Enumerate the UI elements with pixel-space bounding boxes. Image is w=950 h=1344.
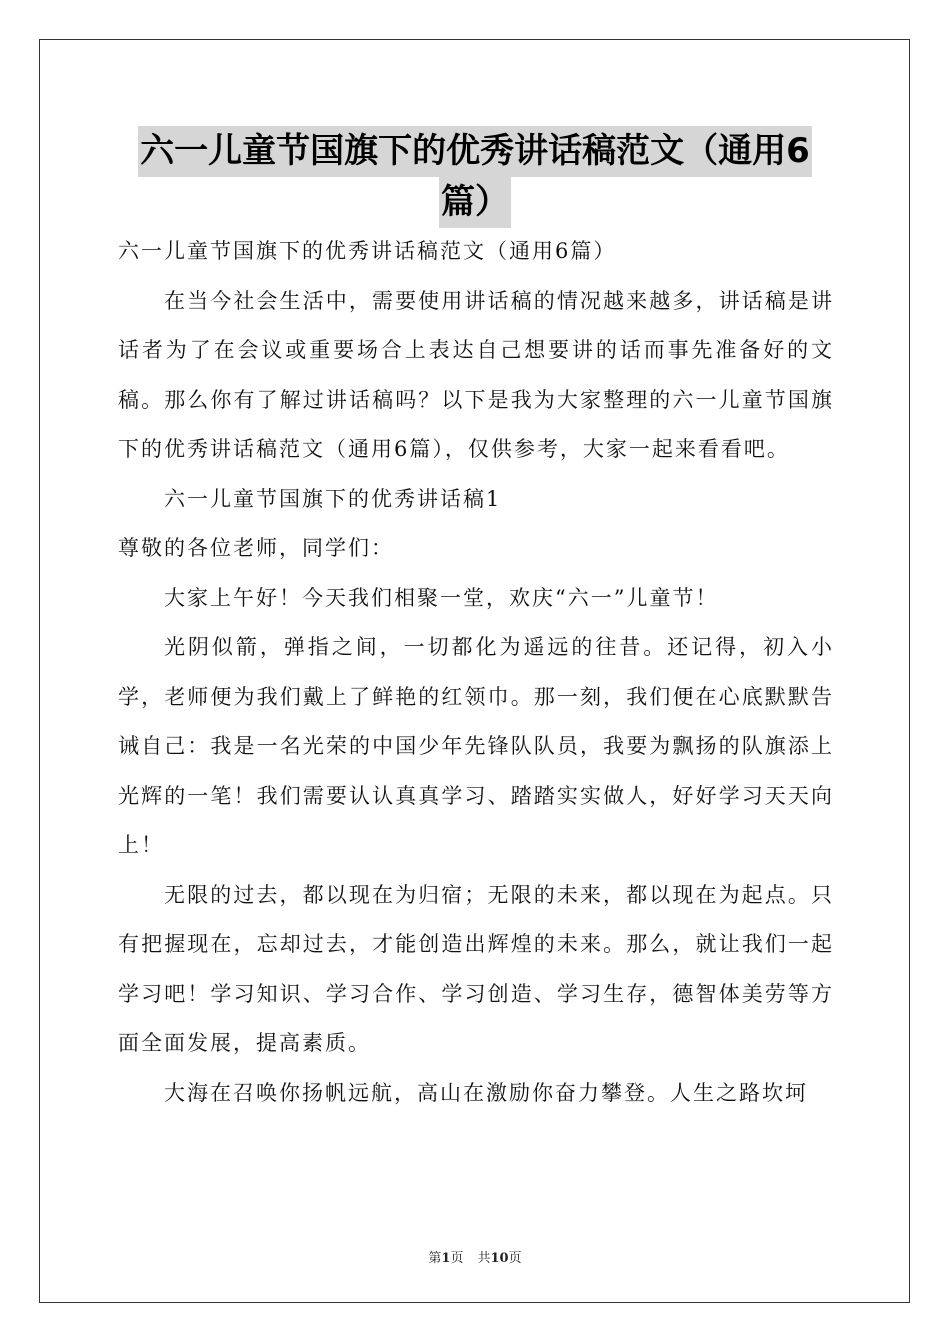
title-line-1: 六一儿童节国旗下的优秀讲话稿范文（通用6 bbox=[138, 126, 812, 177]
paragraph-learning: 无限的过去，都以现在为归宿；无限的未来，都以现在为起点。只有把握现在，忘却过去，才能创造出辉煌的未来。那么，就让我们一起学习吧！学习知识、学习合作、学习创造、学习生存，德智体美劳等方面全面发展，提高素质。 bbox=[118, 882, 834, 1055]
paragraph-salutation: 尊敬的各位老师，同学们： bbox=[118, 536, 394, 560]
footer-total-suffix: 页 bbox=[508, 1251, 522, 1266]
paragraph-intro: 在当今社会生活中，需要使用讲话稿的情况越来越多，讲话稿是讲话者为了在会议或重要场合上表达自己想要讲的话而事先准备好的文稿。那么你有了解过讲话稿吗？以下是我为大家整理的六一儿童节国旗下的优秀讲话稿范文（通用6篇），仅供参考，大家一起来看看吧。 bbox=[118, 288, 834, 461]
page-footer bbox=[0, 1247, 950, 1266]
paragraph-greeting: 大家上午好！今天我们相聚一堂，欢庆“六一”儿童节！ bbox=[164, 585, 719, 610]
paragraph-closing-partial: 大海在召唤你扬帆远航，高山在激励你奋力攀登。人生之路坎坷 bbox=[164, 1080, 808, 1105]
document-body bbox=[118, 227, 834, 1118]
footer-page-total: 10 bbox=[490, 1251, 509, 1266]
section-heading-1: 六一儿童节国旗下的优秀讲话稿1 bbox=[164, 486, 502, 511]
footer-page-current: 1 bbox=[441, 1251, 451, 1266]
document-title bbox=[60, 126, 890, 228]
paragraph-subtitle: 六一儿童节国旗下的优秀讲话稿范文（通用6篇） bbox=[118, 239, 617, 263]
footer-total-prefix: 共 bbox=[477, 1251, 491, 1266]
paragraph-memory: 光阴似箭，弹指之间，一切都化为遥远的往昔。还记得，初入小学，老师便为我们戴上了鲜艳的红领巾。那一刻，我们便在心底默默告诫自己：我是一名光荣的中国少年先锋队队员，我要为飘扬的队旗添上光辉的一笔！我们需要认认真真学习、踏踏实实做人，好好学习天天向上！ bbox=[118, 635, 834, 857]
footer-page-suffix: 页 bbox=[450, 1251, 464, 1266]
title-line-2: 篇） bbox=[439, 177, 511, 228]
footer-page-prefix: 第 bbox=[428, 1251, 442, 1266]
